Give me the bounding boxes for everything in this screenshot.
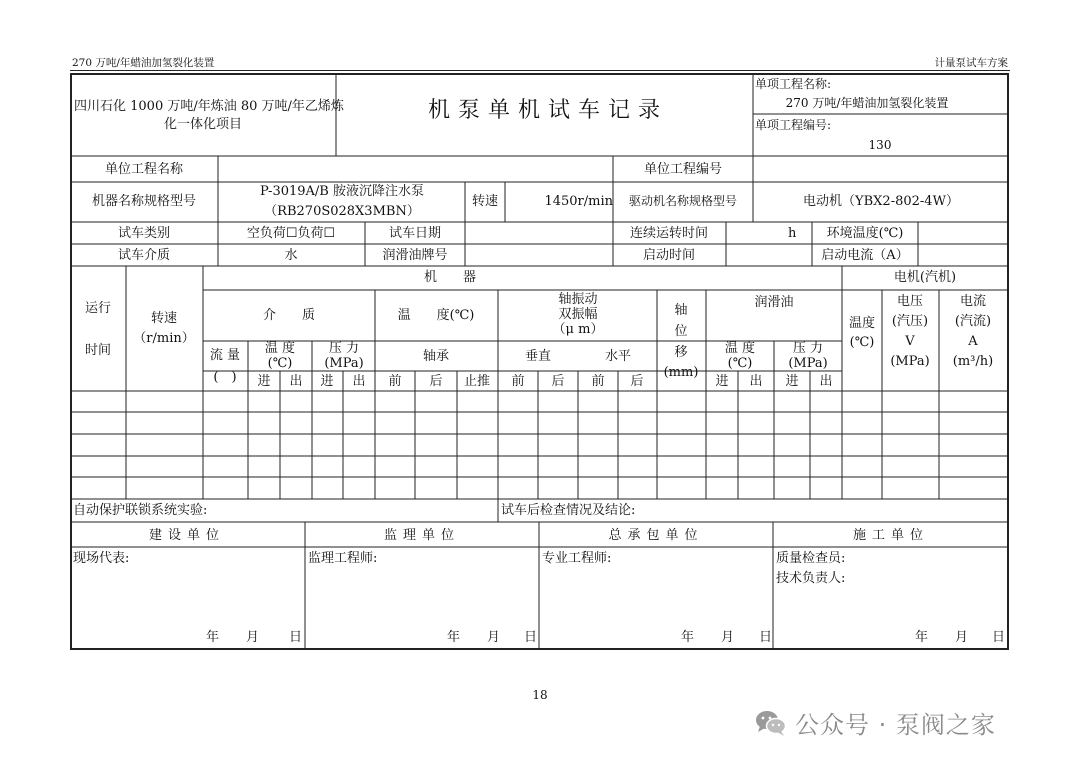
horizontal-rear: 后 <box>630 374 644 389</box>
lube-press-in: 进 <box>785 374 799 389</box>
project-name: 四川石化 1000 万吨/年炼油 80 万吨/年乙烯炼 <box>74 99 344 114</box>
unit-name-label: 单位工程名称 <box>104 162 184 177</box>
owner-date-day: 日 <box>289 630 303 645</box>
interlock-test-label: 自动保护联锁系统实验: <box>73 503 208 518</box>
run-time-header-2: 时间 <box>84 343 112 358</box>
bearing-front: 前 <box>388 374 402 389</box>
speed-label: 转速 <box>471 194 499 209</box>
contractor-date-month: 月 <box>721 630 735 645</box>
header-left: 270 万吨/年蜡油加氢裂化装置 <box>72 57 215 69</box>
flow-header-unit: ( ) <box>213 370 237 385</box>
vertical-front: 前 <box>511 374 525 389</box>
owner-unit-header: 建设单位 <box>148 528 226 543</box>
bearing-rear: 后 <box>429 374 443 389</box>
medium-press-header: 压 力 <box>328 341 360 356</box>
vertical-header: 垂直 <box>524 349 552 364</box>
test-type-value: 空负荷☐负荷☐ <box>246 226 336 241</box>
lube-temp-out: 出 <box>749 374 763 389</box>
conclusion-label: 试车后检查情况及结论: <box>501 503 636 518</box>
constructor-date-month: 月 <box>955 630 969 645</box>
contractor-date-day: 日 <box>759 630 773 645</box>
tech-lead-label: 技术负责人: <box>776 571 846 586</box>
axial-header-unit: (mm) <box>663 365 699 380</box>
start-current-label: 启动电流（A） <box>821 248 909 263</box>
unit-no-label: 单位工程编号 <box>643 162 723 177</box>
speed-header-unit: （r/min） <box>133 331 195 346</box>
current-header-unit: (m³/h) <box>952 354 994 369</box>
page-number: 18 <box>532 688 548 702</box>
contractor-date-year: 年 <box>681 630 695 645</box>
watermark-text: 公众号 · 泵阀之家 <box>795 711 996 739</box>
constructor-date-day: 日 <box>992 630 1006 645</box>
owner-date-year: 年 <box>206 630 220 645</box>
machine-value-model: （RB270S028X3MBN） <box>264 204 420 219</box>
lube-brand-label: 润滑油牌号 <box>382 248 448 263</box>
test-record-form <box>70 73 1009 650</box>
current-header-2: (汽流) <box>954 314 992 329</box>
ambient-temp-label: 环境温度(℃) <box>826 226 904 241</box>
run-time-label: 连续运转时间 <box>629 226 709 241</box>
lube-temp-unit: (℃) <box>727 356 753 371</box>
voltage-header-3: V <box>905 334 915 349</box>
medium-group-header: 介 质 <box>262 308 316 323</box>
flow-header: 流 量 <box>209 348 241 363</box>
current-header: 电流 <box>959 294 987 309</box>
constructor-unit-header: 施工单位 <box>852 528 930 543</box>
owner-date-month: 月 <box>246 630 260 645</box>
axial-header-3: 移 <box>674 345 688 360</box>
current-header-3: A <box>968 334 978 349</box>
vertical-rear: 后 <box>551 374 565 389</box>
sub-project-no-label: 单项工程编号: <box>755 118 832 132</box>
sub-project-no: 130 <box>868 138 892 152</box>
bearing-header: 轴承 <box>422 349 450 364</box>
motor-temp-unit: (℃) <box>849 335 875 350</box>
supervisor-date-month: 月 <box>487 630 501 645</box>
lube-temp-in: 进 <box>715 374 729 389</box>
horizontal-header: 水平 <box>604 349 632 364</box>
start-time-label: 启动时间 <box>642 248 696 263</box>
speed-header: 转速 <box>150 311 178 326</box>
lube-temp-header: 温 度 <box>724 341 756 356</box>
project-name-line2: 化一体化项目 <box>163 117 243 132</box>
watermark <box>755 705 996 740</box>
vibration-header-unit: （μ m） <box>552 322 604 337</box>
run-time-header: 运行 <box>84 301 112 316</box>
motor-group-header: 电机(汽机) <box>893 270 957 285</box>
run-time-unit: h <box>788 226 797 241</box>
supervisor-engineer-label: 监理工程师: <box>308 551 378 566</box>
sub-project-name-label: 单项工程名称: <box>755 77 832 91</box>
axial-header: 轴 <box>674 303 688 318</box>
constructor-date-year: 年 <box>915 630 929 645</box>
supervisor-unit-header: 监理单位 <box>383 528 461 543</box>
medium-press-out: 出 <box>352 374 366 389</box>
medium-temp-out: 出 <box>289 374 303 389</box>
supervisor-date-day: 日 <box>524 630 538 645</box>
contractor-engineer-label: 专业工程师: <box>542 551 612 566</box>
medium-press-unit: (MPa) <box>324 356 364 371</box>
medium-value: 水 <box>284 248 298 263</box>
supervisor-date-year: 年 <box>447 630 461 645</box>
voltage-header-2: (汽压) <box>891 314 929 329</box>
form-title: 机泵单机试车记录 <box>427 98 669 123</box>
owner-rep-label: 现场代表: <box>73 551 130 566</box>
header-right: 计量泵试车方案 <box>934 57 1008 69</box>
bearing-temp-group-header: 温 度(℃) <box>397 308 475 323</box>
contractor-unit-header: 总承包单位 <box>608 528 704 543</box>
medium-temp-in: 进 <box>257 374 271 389</box>
qc-inspector-label: 质量检查员: <box>776 551 846 566</box>
header-rule <box>70 70 1010 71</box>
wechat-icon <box>755 709 787 737</box>
motor-temp-header: 温度 <box>848 316 876 331</box>
test-type-label: 试车类别 <box>117 226 171 241</box>
lube-press-out: 出 <box>819 374 833 389</box>
medium-temp-unit: (℃) <box>267 356 293 371</box>
axial-header-2: 位 <box>674 324 688 339</box>
test-date-label: 试车日期 <box>388 226 442 241</box>
bearing-thrust: 止推 <box>463 374 491 389</box>
machine-label: 机器名称规格型号 <box>91 194 197 209</box>
lube-press-header: 压 力 <box>792 341 824 356</box>
machine-group-header: 机 器 <box>423 270 477 285</box>
vibration-header: 轴振动 <box>558 292 598 307</box>
medium-press-in: 进 <box>320 374 334 389</box>
medium-label: 试车介质 <box>117 248 171 263</box>
speed-value: 1450r/min <box>544 194 613 209</box>
driver-value: 电动机（YBX2-802-4W） <box>803 194 959 209</box>
sub-project-name: 270 万吨/年蜡油加氢裂化装置 <box>785 96 949 110</box>
horizontal-front: 前 <box>591 374 605 389</box>
machine-value: P-3019A/B 胺液沉降注水泵 <box>260 184 424 199</box>
driver-label: 驱动机名称规格型号 <box>628 194 738 208</box>
medium-temp-header: 温 度 <box>264 341 296 356</box>
lube-press-unit: (MPa) <box>788 356 828 371</box>
vibration-header-2: 双振幅 <box>558 307 598 322</box>
voltage-header-unit: (MPa) <box>890 354 930 369</box>
lube-group-header: 润滑油 <box>754 295 794 310</box>
voltage-header: 电压 <box>896 294 924 309</box>
